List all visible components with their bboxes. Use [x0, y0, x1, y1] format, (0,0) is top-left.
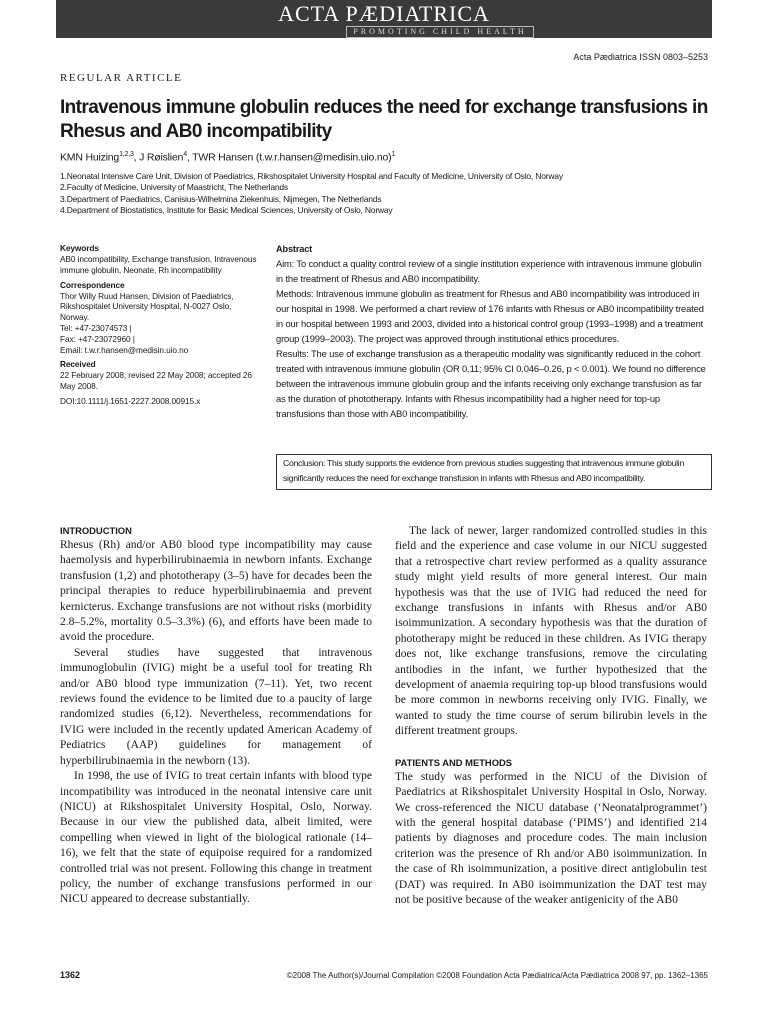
journal-banner — [56, 0, 712, 38]
author-list — [60, 151, 395, 164]
doi: DOI:10.1111/j.1651-2227.2008.00915.x — [60, 395, 201, 406]
journal-tagline: PROMOTING CHILD HEALTH — [346, 26, 534, 38]
body-column-right — [395, 524, 707, 908]
copyright-notice: ©2008 The Author(s)/Journal Compilation ©2008 Foundation Acta Pædiatrica/Acta Pædiatrica 2008 97, pp. 1362–1365 — [286, 971, 708, 980]
author-separator: , — [186, 151, 193, 164]
abstract-heading: Abstract — [276, 244, 313, 254]
keywords-heading: Keywords — [60, 243, 99, 253]
correspondence-address: Thor Willy Ruud Hansen, Division of Paediatrics, Rikshospitalet University Hospital, N-0027 Oslo, Norway. — [60, 290, 234, 323]
affiliation: 2.Faculty of Medicine, University of Maastricht, The Netherlands — [60, 182, 288, 193]
article-title: Intravenous immune globulin reduces the need for exchange transfusions in Rhesus and AB0 incompatibility — [60, 97, 708, 142]
body-paragraph: In 1998, the use of IVIG to treat certain infants with blood type incompatibility was introduced in the neonatal intensive care unit (NICU) at Rikshospitalet University Hospital, Oslo, Norway. Because in our view the published data, albeit limited, were compelling when viewed in light of the biological rationale (14–16), we felt that the state of equipoise required for a randomized controlled trial was not present. Following this change in treatment policy, the number of exchange transfusions performed in our NICU appeared to decrease substantially. — [60, 770, 372, 906]
body-paragraph: The lack of newer, larger randomized controlled studies in this field and the experience and case volume in our NICU suggested that a retrospective chart review performed as a quality assurance study might yield results of more general interest. Our main hypothesis was that the use of IVIG had reduced the need for exchange transfusions in infants with Rhesus and/or AB0 isoimmunization. A secondary hypothesis was that the duration of phototherapy might be reduced in these children. As IVIG therapy does not, like exchange transfusions, remove the circulating antibodies in the infant, we further hypothesized that the development of anaemia requiring top-up blood transfusions would be more common in newborns receiving only IVIG. Finally, we wanted to study the time course of serum bilirubin levels in the different treatment groups. — [395, 525, 707, 738]
correspondence-heading: Correspondence — [60, 279, 125, 290]
introduction-heading: INTRODUCTION — [60, 525, 132, 536]
page-number: 1362 — [60, 970, 81, 980]
methods-heading: PATIENTS AND METHODS — [395, 756, 513, 768]
affiliation: 3.Department of Paediatrics, Canisius-Wilhelmina Ziekenhuis, Nijmegen, The Netherlands — [60, 193, 382, 204]
author-separator: , — [133, 151, 140, 164]
body-paragraph: Rhesus (Rh) and/or AB0 blood type incompatibility may cause haemolysis and hyperbilirubinaemia in newborn infants. Exchange transfusion (1,2) and phototherapy (3–5) have for decades been the principal therapies to reduce hyperbilirubinaemia and prevent kernicterus. Exchange transfusions are not without risks (morbidity 2.8–5.2%, mortality 0.5–3.3%) (6), and efforts have been made to avoid the procedure. — [60, 539, 372, 644]
abstract — [276, 243, 708, 421]
body-paragraph: The study was performed in the NICU of the Division of Paediatrics at Rikshospitalet University Hospital in Oslo, Norway. We cross-referenced the NICU database (‘Neonatalprogrammet’) with the general hospital database (‘PIMS’) and identified 214 patients by diagnoses and procedure codes. The main inclusion criterion was the presence of Rh and/or AB0 isoimmunization. In the case of Rh isoimmunization, a positive direct antiglobulin test (DAT) was required. In AB0 isoimmunization the DAT test may not be positive because of the weaker antigenicity of the AB0 — [395, 770, 707, 906]
author-affiliation-marker: 1 — [391, 151, 396, 158]
received-heading: Received — [60, 359, 96, 370]
article-type: REGULAR ARTICLE — [60, 72, 183, 84]
body-column-left — [60, 524, 372, 908]
correspondence-email: Email: t.w.r.hansen@medisin.uio.no — [60, 344, 189, 355]
abstract-methods: Methods: Intravenous immune globulin as treatment for Rhesus and AB0 incompatibility was introduced in our hospital in 1998. We performed a chart review of 176 infants with Rhesus or AB0 incompatibility treated in our hospital between 1993 and 2003, divided into a historical control group (1993–1998) and a treatment group (1999–2003). The project was approved through institutional ethics procedures. — [276, 288, 704, 344]
affiliation: 4.Department of Biostatistics, Institute for Basic Medical Sciences, University of Oslo, Norway — [60, 204, 393, 215]
abstract-conclusion: Conclusion: This study supports the evidence from previous studies suggesting that intravenous immune globulin significantly reduces the need for exchange transfusion in infants with Rhesus and AB0 incompatibility. — [283, 458, 684, 483]
author-name: TWR Hansen (t.w.r.hansen@medisin.uio.no) — [192, 151, 392, 164]
correspondence-tel: Tel: +47-23074573 | — [60, 322, 132, 333]
abstract-conclusion-box — [276, 454, 712, 490]
correspondence-fax: Fax: +47-23072960 | — [60, 333, 135, 344]
abstract-results: Results: The use of exchange transfusion as a therapeutic modality was significantly reduced in the cohort treated with intravenous immune globulin (OR 0.11; 95% CI 0.046–0.26, p < 0.001). We found no difference between the intravenous immune globulin group and the infants receiving only exchange transfusion as far as the duration of phototherapy. Infants with Rhesus incompatibility had a higher need for top-up transfusions than those with AB0 incompatibility. — [276, 348, 706, 419]
received-dates: 22 February 2008; revised 22 May 2008; accepted 26 May 2008. — [60, 370, 252, 392]
journal-title: ACTA PÆDIATRICA — [278, 1, 490, 26]
author-name: J Røislien — [139, 151, 184, 164]
body-paragraph: Several studies have suggested that intravenous immunoglobulin (IVIG) might be a useful tool for treating Rh and/or AB0 blood type immunization (7–11). Yet, two recent reviews found the evidence to be limited due to a paucity of large randomized studies (6,12). Nevertheless, recommendations for IVIG were included in the recently updated American Academy of Pediatrics (AAP) guidelines for management of hyperbilirubinaemia in the newborn (13). — [60, 646, 372, 767]
abstract-aim: Aim: To conduct a quality control review of a single institution experience with intravenous immune globulin in the treatment of Rhesus and AB0 incompatibility. — [276, 258, 702, 284]
issn: Acta Pædiatrica ISSN 0803–5253 — [573, 52, 708, 62]
keywords: AB0 incompatibility, Exchange transfusion, Intravenous immune globulin, Neonate, Rh incompatibility — [60, 254, 257, 275]
affiliation-list — [60, 171, 720, 216]
author-affiliation-marker: 4 — [183, 151, 187, 158]
article-metadata-sidebar — [60, 243, 260, 411]
author-name: KMN Huizing — [60, 151, 120, 164]
affiliation: 1.Neonatal Intensive Care Unit, Division of Paediatrics, Rikshospitalet University Hospital and Faculty of Medicine, University of Oslo, Norway — [60, 171, 563, 181]
author-affiliation-marker: 1,2,3 — [119, 151, 134, 158]
